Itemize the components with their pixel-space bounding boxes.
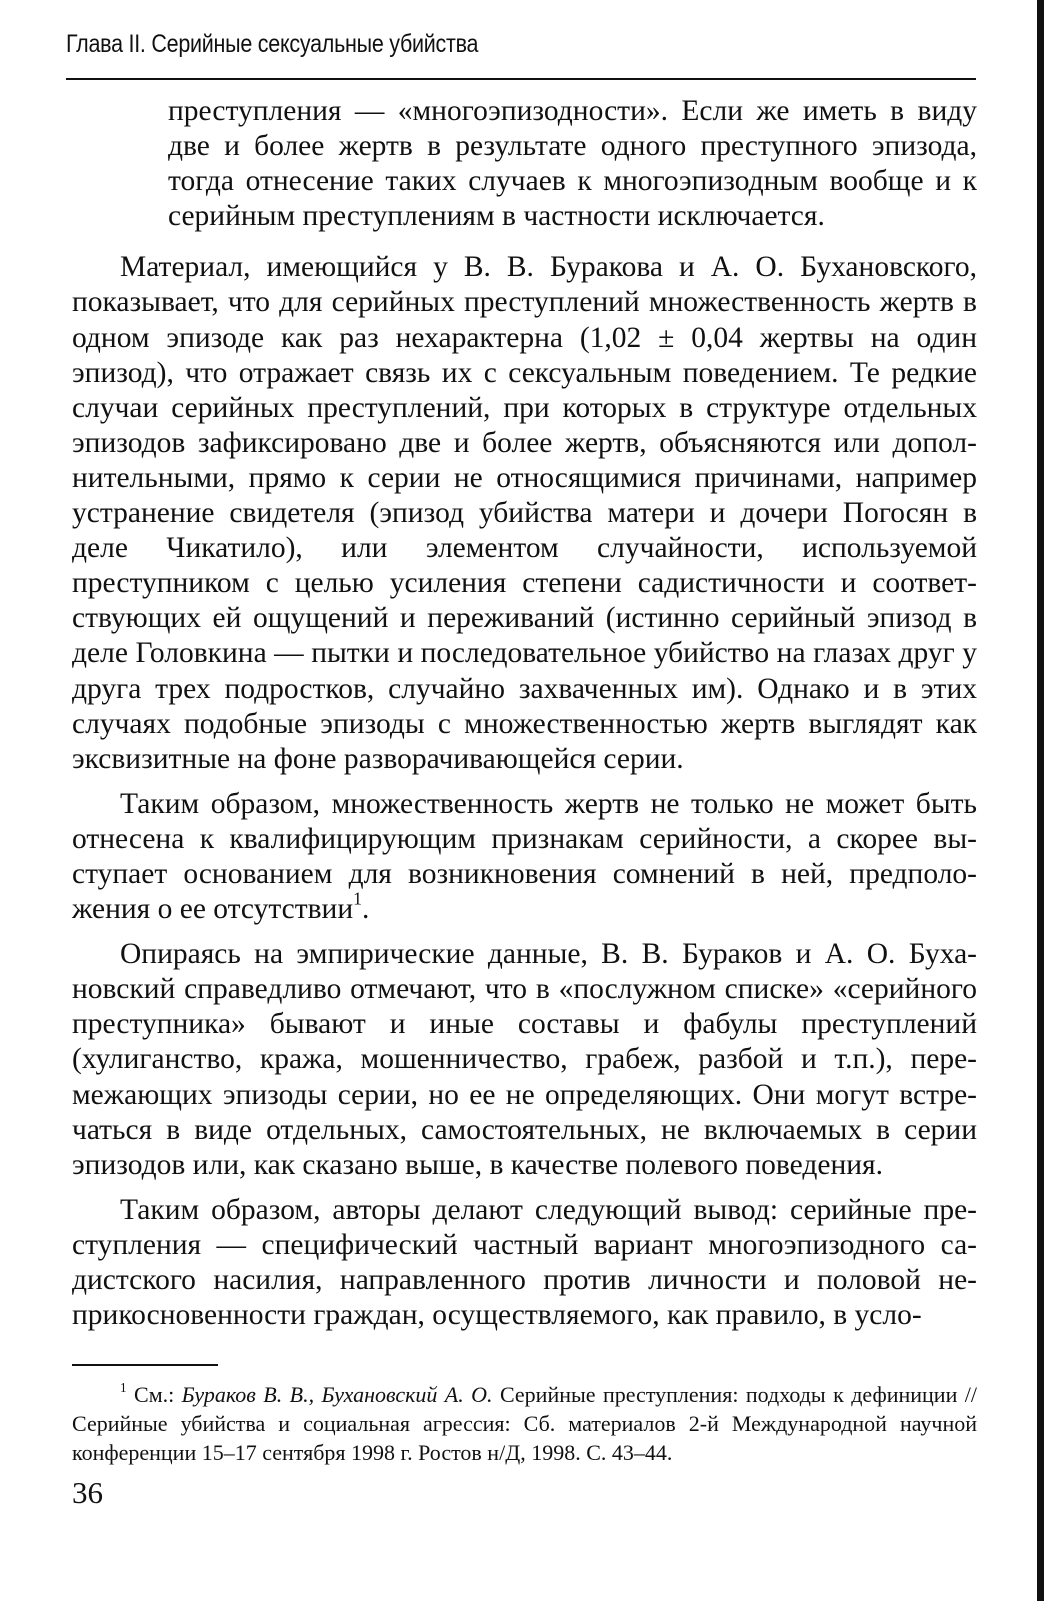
header-rule xyxy=(66,78,976,80)
page-number: 36 xyxy=(72,1475,103,1510)
footnote-see: См.: xyxy=(134,1382,175,1407)
footnote-text: Серийные преступления: подходы к дефиниции // Серийные убийства и социальная агрессия: Сб. материалов 2-й Международной научной конференции 15–17 сентября 1998 г. Ростов н/Д, 1998. С. 43–44. xyxy=(72,1382,977,1465)
footnote-authors: Бураков В. В., Бухановский А. О. xyxy=(181,1382,493,1407)
page-edge-shadow xyxy=(1037,0,1044,1601)
paragraph: Опираясь на эмпирические данные, В. В. Бураков и А. О. Бухановский справедливо отмечают, что в «послужном списке» «серийного преступника» бывают и иные составы и фабулы преступлений (хулиганство, кража, мошенничество, грабеж, разбой и т.п.), перемежающих эпизоды серии, но ее не определяющих. Они могут встречаться в виде отдельных, самостоятельных, не включаемых в серии эпизодов или, как сказано выше, в качестве полевого поведения. xyxy=(72,938,977,1181)
running-header: Глава II. Серийные сексуальные убийства xyxy=(66,30,479,58)
footnote xyxy=(72,1380,977,1467)
paragraph-with-footnote: Таким образом, множественность жертв не только не может быть отнесена к квалифицирующим признакам серийности, а скорее выступает основанием для возникновения сомнений в ней, предположения о ее отсутствии$^1$. xyxy=(72,787,977,926)
footnote-reference: 1 xyxy=(353,888,362,909)
footnote-number: 1 xyxy=(120,1380,127,1396)
paragraph-text: Таким образом, множественность жертв не только не может быть отнесена к квалифицирующим признакам серийности, а скорее выступает основанием для возникновения сомнений в ней, предположения о ее отсутствии xyxy=(72,787,977,926)
footnote-rule xyxy=(72,1364,218,1366)
body-text xyxy=(72,94,977,1343)
paragraph: Материал, имеющийся у В. В. Буракова и А. О. Бухановского, показывает, что для серийных преступлений множественность жертв в одном эпизоде как раз нехарактерна (1,02 ± 0,04 жертвы на один эпизод), что отражает связь их с сексуальным поведением. Те редкие случаи серийных преступлений, при которых в структуре отдельных эпизодов зафиксировано две и более жертв, объясняются или дополнительными, прямо к серии не относящимися причинами, например устранение свидетеля (эпизод убийства матери и дочери Погосян в деле Чикатило), или элементом случайности, используемой преступником с целью усиления степени садистичности и соответствующих ей ощущений и переживаний (истинно серийный эпизод в деле Головкина — пытки и последовательное убийство на глазах друг у друга трех подростков, случайно захваченных им). Однако и в этих случаях подобные эпизоды с множественностью жертв выглядят как эксвизитные на фоне разворачивающейся серии. xyxy=(72,251,977,775)
paragraph: Таким образом, авторы делают следующий вывод: серийные преступления — специфический частный вариант многоэпизодного садистского насилия, направленного против личности и половой неприкосновенности граждан, осуществляемого, как правило, в усло- xyxy=(72,1193,977,1332)
paragraph-continued: преступления — «многоэпизодности». Если же иметь в виду две и более жертв в результате одного преступного эпизода, тогда отнесение таких случаев к многоэпизодным вообще и к серийным преступлениям в частности исключается. xyxy=(168,95,977,233)
